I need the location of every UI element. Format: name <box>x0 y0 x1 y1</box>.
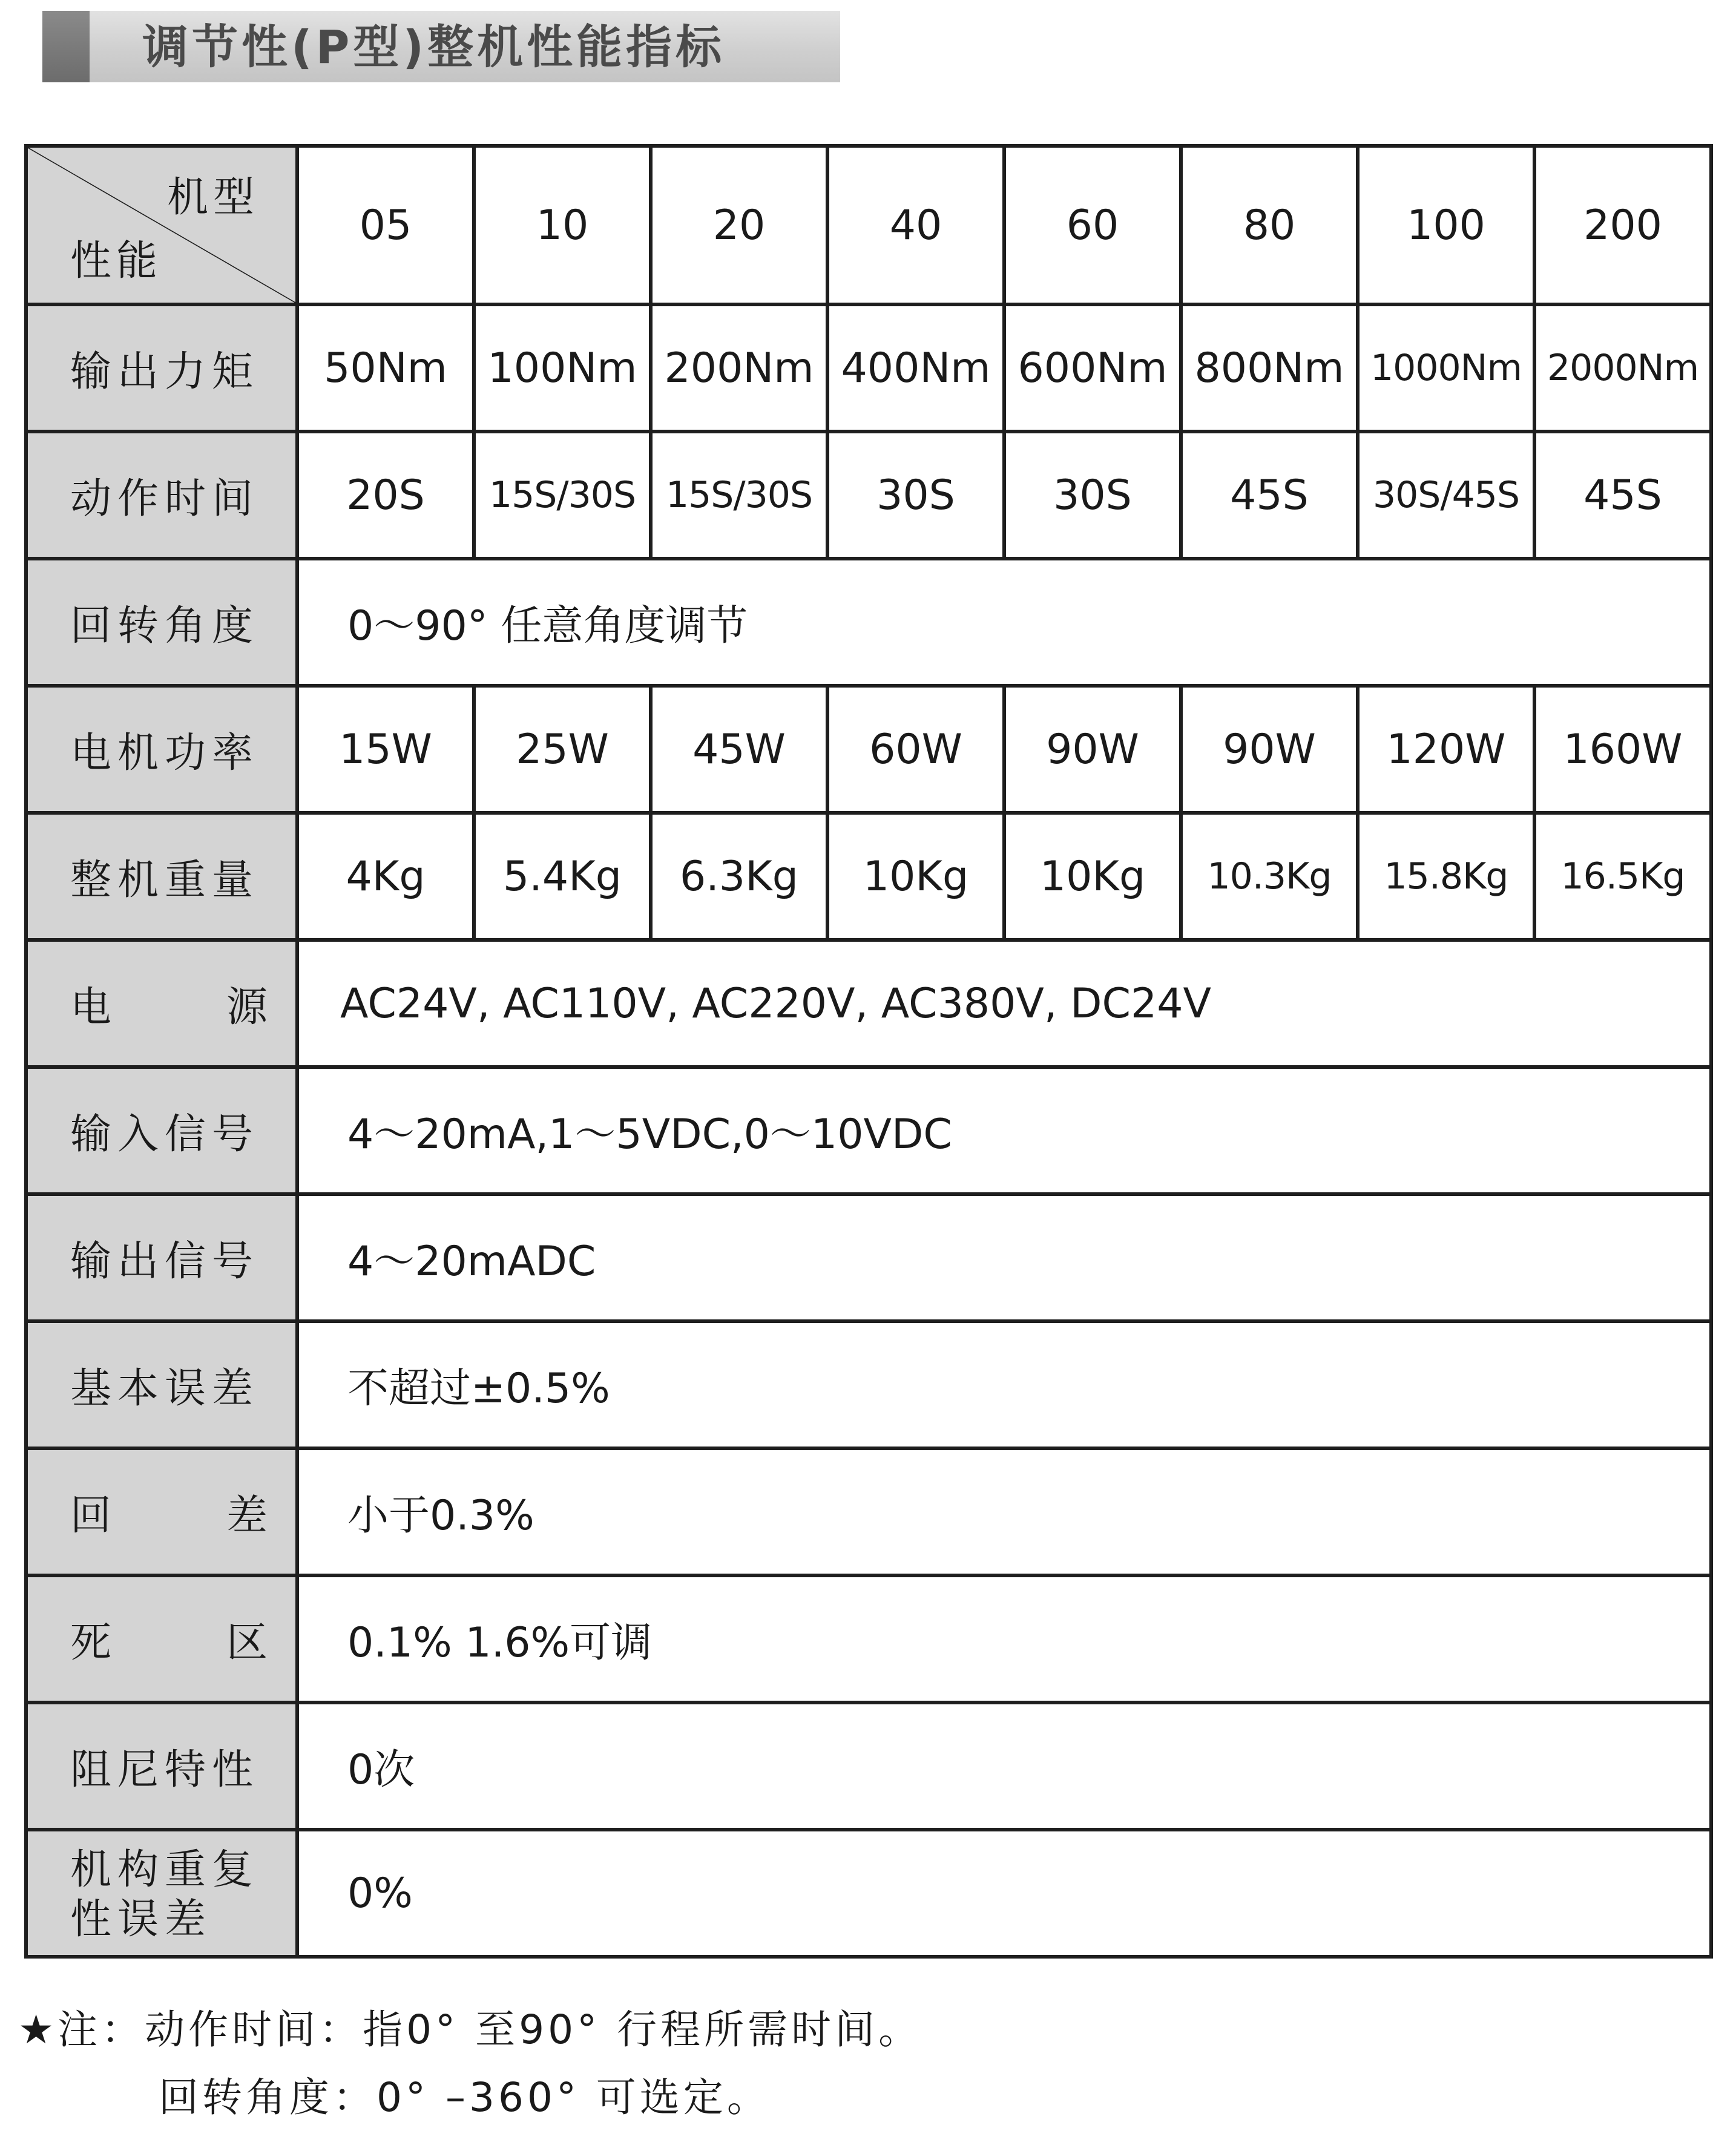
corner-model-label: 机型 <box>166 174 259 222</box>
row-label <box>26 1830 297 1957</box>
row-label-line: 机构重复 <box>70 1846 260 1894</box>
table-row-input-signal <box>26 1067 1711 1194</box>
table-cell-span: 0～90° 任意角度调节 <box>297 559 1711 686</box>
table-cell: 120W <box>1358 686 1534 813</box>
table-row-damping <box>26 1703 1711 1830</box>
table-cell: 800Nm <box>1181 304 1358 432</box>
table-cell: 15S/30S <box>651 432 827 559</box>
table-row-weight <box>26 813 1711 940</box>
row-label: 电机功率 <box>26 686 297 813</box>
table-cell: 20S <box>297 432 474 559</box>
table-cell: 45S <box>1181 432 1358 559</box>
table-cell-span: 0次 <box>297 1703 1711 1830</box>
table-cell-span: 不超过±0.5% <box>297 1321 1711 1448</box>
row-label-part: 死 <box>70 1618 112 1667</box>
table-row-output-torque <box>26 304 1711 432</box>
table-cell: 5.4Kg <box>474 813 651 940</box>
row-label: 输出信号 <box>26 1194 297 1321</box>
table-row-power-supply <box>26 940 1711 1067</box>
table-cell: 200Nm <box>651 304 827 432</box>
row-label: 回转角度 <box>26 559 297 686</box>
spec-table <box>24 144 1713 1959</box>
table-cell-span: 4～20mADC <box>297 1194 1711 1321</box>
row-label: 输出力矩 <box>26 304 297 432</box>
table-cell: 16.5Kg <box>1534 813 1711 940</box>
row-label-part: 区 <box>226 1618 268 1667</box>
row-label: 输入信号 <box>26 1067 297 1194</box>
row-label-line: 性误差 <box>70 1896 212 1943</box>
table-cell: 10Kg <box>1004 813 1181 940</box>
table-cell: 160W <box>1534 686 1711 813</box>
row-label: 基本误差 <box>26 1321 297 1448</box>
table-cell: 30S <box>1004 432 1181 559</box>
table-cell: 30S/45S <box>1358 432 1534 559</box>
table-row-dead-zone <box>26 1575 1711 1703</box>
table-row-output-signal <box>26 1194 1711 1321</box>
model-80: 80 <box>1181 146 1358 304</box>
row-label: 阻尼特性 <box>26 1703 297 1830</box>
table-header-row <box>26 146 1711 304</box>
table-cell: 30S <box>827 432 1004 559</box>
page-title: 调节性(P型)整机性能指标 <box>142 20 726 74</box>
table-cell-span: 0.1% 1.6%可调 <box>297 1575 1711 1703</box>
table-cell: 15.8Kg <box>1358 813 1534 940</box>
table-cell: 45S <box>1534 432 1711 559</box>
table-cell: 25W <box>474 686 651 813</box>
table-cell: 100Nm <box>474 304 651 432</box>
row-label <box>26 940 297 1067</box>
corner-performance-label: 性能 <box>70 237 163 285</box>
row-label: 动作时间 <box>26 432 297 559</box>
table-cell-span: 小于0.3% <box>297 1448 1711 1575</box>
row-label <box>26 1575 297 1703</box>
table-cell-span: 0% <box>297 1830 1711 1957</box>
table-cell: 45W <box>651 686 827 813</box>
table-cell: 600Nm <box>1004 304 1181 432</box>
model-200: 200 <box>1534 146 1711 304</box>
table-cell: 4Kg <box>297 813 474 940</box>
table-cell: 1000Nm <box>1358 304 1534 432</box>
table-cell: 15S/30S <box>474 432 651 559</box>
table-cell: 60W <box>827 686 1004 813</box>
table-row-basic-error <box>26 1321 1711 1448</box>
table-cell: 10Kg <box>827 813 1004 940</box>
table-cell: 2000Nm <box>1534 304 1711 432</box>
table-cell: 400Nm <box>827 304 1004 432</box>
table-cell: 90W <box>1181 686 1358 813</box>
model-20: 20 <box>651 146 827 304</box>
row-label-part: 回 <box>70 1491 112 1540</box>
table-row-repeatability <box>26 1830 1711 1957</box>
model-10: 10 <box>474 146 651 304</box>
table-cell: 10.3Kg <box>1181 813 1358 940</box>
row-label: 整机重量 <box>26 813 297 940</box>
model-05: 05 <box>297 146 474 304</box>
row-label-part: 差 <box>226 1491 268 1540</box>
table-row-hysteresis <box>26 1448 1711 1575</box>
table-cell-span: AC24V, AC110V, AC220V, AC380V, DC24V <box>297 940 1711 1067</box>
table-row-rotation-angle <box>26 559 1711 686</box>
table-row-motor-power <box>26 686 1711 813</box>
corner-cell <box>26 146 297 304</box>
row-label-part: 源 <box>226 983 268 1031</box>
table-cell: 90W <box>1004 686 1181 813</box>
row-label <box>26 1448 297 1575</box>
footnote-line-1: ★注：动作时间：指0° 至90° 行程所需时间。 <box>18 2006 922 2053</box>
table-row-action-time <box>26 432 1711 559</box>
table-cell-span: 4～20mA,1～5VDC,0～10VDC <box>297 1067 1711 1194</box>
table-cell: 6.3Kg <box>651 813 827 940</box>
title-marker <box>42 11 90 82</box>
model-100: 100 <box>1358 146 1534 304</box>
model-60: 60 <box>1004 146 1181 304</box>
table-cell: 50Nm <box>297 304 474 432</box>
footnote-line-2: 回转角度：0° –360° 可选定。 <box>159 2074 771 2121</box>
row-label-part: 电 <box>70 983 112 1031</box>
table-cell: 15W <box>297 686 474 813</box>
model-40: 40 <box>827 146 1004 304</box>
